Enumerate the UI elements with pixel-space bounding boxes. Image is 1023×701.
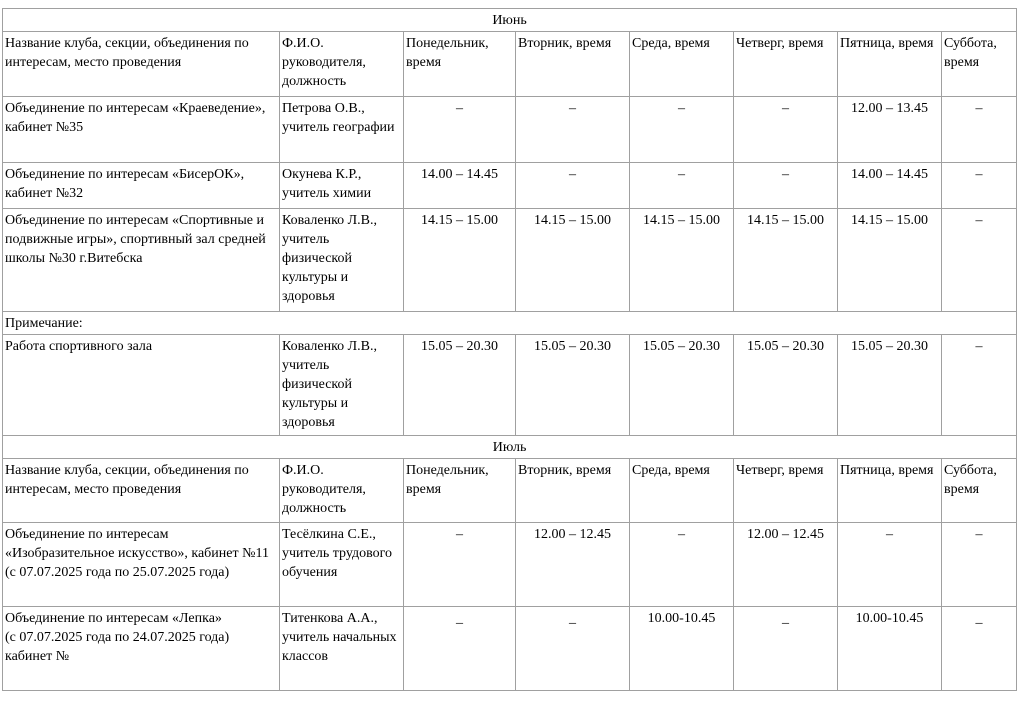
table-row — [3, 607, 1017, 691]
friday-cell: 14.00 – 14.45 — [838, 163, 942, 209]
monday-cell: _ — [404, 607, 516, 691]
month-row-june — [3, 9, 1017, 32]
note-row — [3, 312, 1017, 335]
tuesday-cell: – — [516, 97, 630, 163]
note-label: Примечание: — [3, 312, 1017, 335]
month-title-july: Июль — [3, 436, 1017, 459]
thursday-cell: 12.00 – 12.45 — [734, 523, 838, 607]
monday-cell: 14.15 – 15.00 — [404, 209, 516, 312]
month-row-july — [3, 436, 1017, 459]
header-friday: Пятница, время — [838, 32, 942, 97]
club-cell: Объединение по интересам «Лепка» (с 07.07.2025 года по 24.07.2025 года) кабинет № — [3, 607, 280, 691]
header-saturday: Суббота, время — [942, 32, 1017, 97]
wednesday-cell: – — [630, 523, 734, 607]
schedule-table — [2, 8, 1017, 691]
wednesday-cell: – — [630, 163, 734, 209]
table-row — [3, 335, 1017, 436]
leader-cell: Окунева К.Р., учитель химии — [280, 163, 404, 209]
wednesday-cell: – — [630, 97, 734, 163]
monday-cell: 15.05 – 20.30 — [404, 335, 516, 436]
table-row — [3, 523, 1017, 607]
saturday-cell: – — [942, 335, 1017, 436]
header-tuesday: Вторник, время — [516, 459, 630, 523]
thursday-cell: – — [734, 163, 838, 209]
leader-cell: Титенкова А.А., учитель начальных классов — [280, 607, 404, 691]
saturday-cell: – — [942, 209, 1017, 312]
tuesday-cell: _ — [516, 607, 630, 691]
club-cell: Работа спортивного зала — [3, 335, 280, 436]
club-cell: Объединение по интересам «БисерОК», кабинет №32 — [3, 163, 280, 209]
leader-cell: Петрова О.В., учитель географии — [280, 97, 404, 163]
header-thursday: Четверг, время — [734, 459, 838, 523]
saturday-cell: – — [942, 97, 1017, 163]
header-wednesday: Среда, время — [630, 459, 734, 523]
header-wednesday: Среда, время — [630, 32, 734, 97]
header-saturday: Суббота, время — [942, 459, 1017, 523]
header-row-june — [3, 32, 1017, 97]
saturday-cell: – — [942, 163, 1017, 209]
month-title-june: Июнь — [3, 9, 1017, 32]
header-club: Название клуба, секции, объединения по интересам, место проведения — [3, 459, 280, 523]
leader-cell: Коваленко Л.В., учитель физической культуры и здоровья — [280, 209, 404, 312]
monday-cell: – — [404, 97, 516, 163]
header-tuesday: Вторник, время — [516, 32, 630, 97]
header-monday: Понедельник, время — [404, 459, 516, 523]
thursday-cell: _ — [734, 607, 838, 691]
friday-cell: 10.00-10.45 — [838, 607, 942, 691]
monday-cell: 14.00 – 14.45 — [404, 163, 516, 209]
wednesday-cell: 14.15 – 15.00 — [630, 209, 734, 312]
header-leader: Ф.И.О. руководителя, должность — [280, 459, 404, 523]
club-cell: Объединение по интересам «Спортивные и подвижные игры», спортивный зал средней школы №30 г.Витебска — [3, 209, 280, 312]
friday-cell: 15.05 – 20.30 — [838, 335, 942, 436]
saturday-cell: _ — [942, 607, 1017, 691]
wednesday-cell: 10.00-10.45 — [630, 607, 734, 691]
tuesday-cell: – — [516, 163, 630, 209]
tuesday-cell: 14.15 – 15.00 — [516, 209, 630, 312]
friday-cell: 14.15 – 15.00 — [838, 209, 942, 312]
tuesday-cell: 12.00 – 12.45 — [516, 523, 630, 607]
thursday-cell: 14.15 – 15.00 — [734, 209, 838, 312]
header-friday: Пятница, время — [838, 459, 942, 523]
friday-cell: 12.00 – 13.45 — [838, 97, 942, 163]
header-row-july — [3, 459, 1017, 523]
table-row — [3, 209, 1017, 312]
leader-cell: Коваленко Л.В., учитель физической культуры и здоровья — [280, 335, 404, 436]
thursday-cell: 15.05 – 20.30 — [734, 335, 838, 436]
leader-cell: Тесёлкина С.Е., учитель трудового обучения — [280, 523, 404, 607]
monday-cell: – — [404, 523, 516, 607]
saturday-cell: – — [942, 523, 1017, 607]
header-club: Название клуба, секции, объединения по интересам, место проведения — [3, 32, 280, 97]
header-thursday: Четверг, время — [734, 32, 838, 97]
header-monday: Понедельник, время — [404, 32, 516, 97]
table-row — [3, 97, 1017, 163]
club-cell: Объединение по интересам «Изобразительное искусство», кабинет №11 (с 07.07.2025 года по 25.07.2025 года) — [3, 523, 280, 607]
tuesday-cell: 15.05 – 20.30 — [516, 335, 630, 436]
table-row — [3, 163, 1017, 209]
thursday-cell: – — [734, 97, 838, 163]
header-leader: Ф.И.О. руководителя, должность — [280, 32, 404, 97]
club-cell: Объединение по интересам «Краеведение», кабинет №35 — [3, 97, 280, 163]
friday-cell: – — [838, 523, 942, 607]
wednesday-cell: 15.05 – 20.30 — [630, 335, 734, 436]
